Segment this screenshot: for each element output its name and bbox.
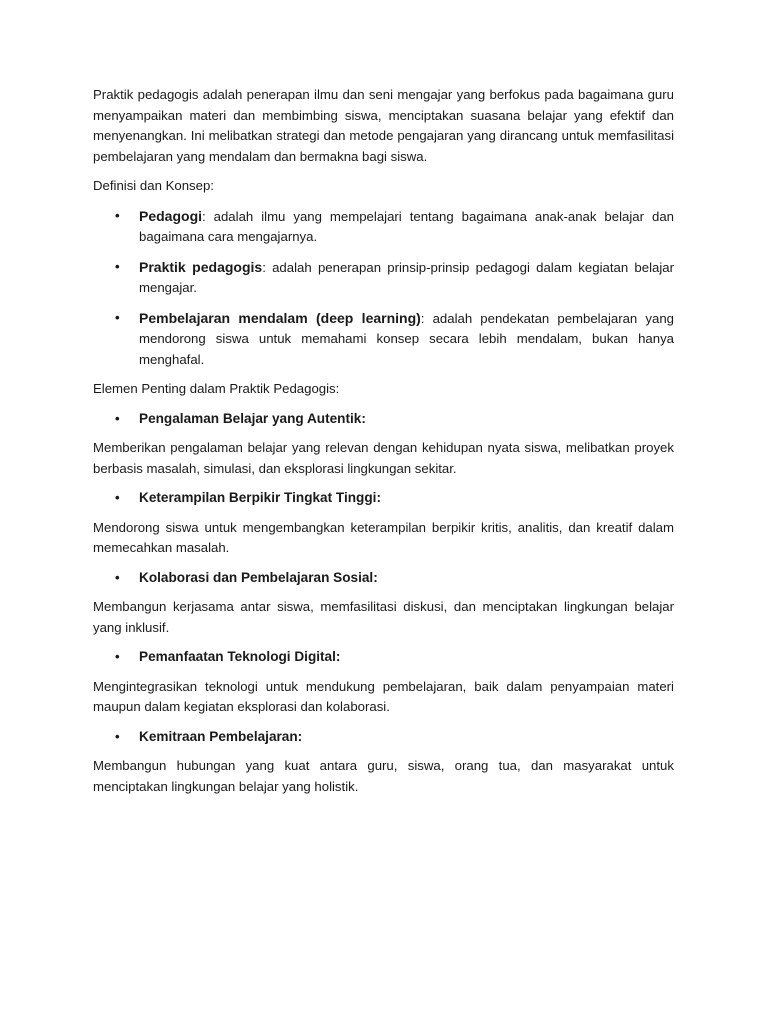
bullet-icon: • [115, 258, 120, 274]
definition-term: Pembelajaran mendalam (deep learning) [139, 309, 421, 326]
element-heading [93, 568, 674, 589]
bullet-icon: • [115, 649, 120, 664]
element-heading-list [93, 488, 674, 509]
definition-term: Pedagogi [139, 207, 203, 224]
definition-text: : adalah ilmu yang mempelajari tentang bagaimana anak-anak belajar dan bagaimana cara mengajarnya. [139, 208, 674, 244]
element-heading [93, 488, 674, 509]
definition-item [93, 257, 674, 299]
element-heading-list [93, 409, 674, 430]
bullet-icon: • [115, 309, 120, 325]
element-heading [93, 727, 674, 748]
bullet-icon: • [115, 490, 120, 505]
element-description: Memberikan pengalaman belajar yang relevan dengan kehidupan nyata siswa, melibatkan proyek berbasis masalah, simulasi, dan eksplorasi lingkungan sekitar. [93, 440, 674, 476]
elements-label: Elemen Penting dalam Praktik Pedagogis: [93, 381, 340, 396]
element-heading-list [93, 568, 674, 589]
definition-term: Praktik pedagogis [139, 258, 263, 275]
intro-paragraph: Praktik pedagogis adalah penerapan ilmu dan seni mengajar yang berfokus pada bagaimana guru menyampaikan materi dan membimbing siswa, menciptakan suasana belajar yang efektif dan menyenangkan. Ini melibatkan strategi dan metode pengajaran yang dirancang untuk memfasilitasi pembelajaran yang mendalam dan bermakna bagi siswa. [93, 87, 674, 164]
bullet-icon: • [115, 207, 120, 223]
definition-text: : adalah pendekatan pembelajaran yang mendorong siswa untuk memahami konsep secara lebih mendalam, bukan hanya menghafal. [139, 310, 674, 367]
definitions-label: Definisi dan Konsep: [93, 178, 214, 193]
element-title: Pengalaman Belajar yang Autentik: [139, 410, 366, 426]
element-title: Kolaborasi dan Pembelajaran Sosial: [139, 569, 378, 585]
element-description: Membangun kerjasama antar siswa, memfasilitasi diskusi, dan menciptakan lingkungan belajar yang inklusif. [93, 599, 674, 635]
bullet-icon: • [115, 410, 120, 426]
definition-text: : adalah penerapan prinsip-prinsip pedagogi dalam kegiatan belajar mengajar. [139, 259, 675, 295]
bullet-icon: • [115, 728, 120, 744]
element-heading [93, 409, 674, 430]
element-title: Pemanfaatan Teknologi Digital: [139, 649, 341, 664]
element-title: Kemitraan Pembelajaran: [139, 728, 303, 744]
definitions-list [93, 206, 674, 371]
element-heading [93, 647, 674, 668]
element-description: Membangun hubungan yang kuat antara guru, siswa, orang tua, dan masyarakat untuk menciptakan lingkungan belajar yang holistik. [93, 758, 674, 794]
element-title: Keterampilan Berpikir Tingkat Tinggi: [139, 490, 381, 505]
element-heading-list [93, 727, 674, 748]
definition-item [93, 308, 674, 371]
element-description: Mendorong siswa untuk mengembangkan keterampilan berpikir kritis, analitis, dan kreatif dalam memecahkan masalah. [93, 519, 674, 555]
bullet-icon: • [115, 569, 120, 585]
element-heading-list [93, 647, 674, 668]
definition-item [93, 206, 674, 248]
element-description: Mengintegrasikan teknologi untuk mendukung pembelajaran, baik dalam penyampaian materi maupun dalam kegiatan eksplorasi dan kolaborasi. [93, 678, 674, 714]
